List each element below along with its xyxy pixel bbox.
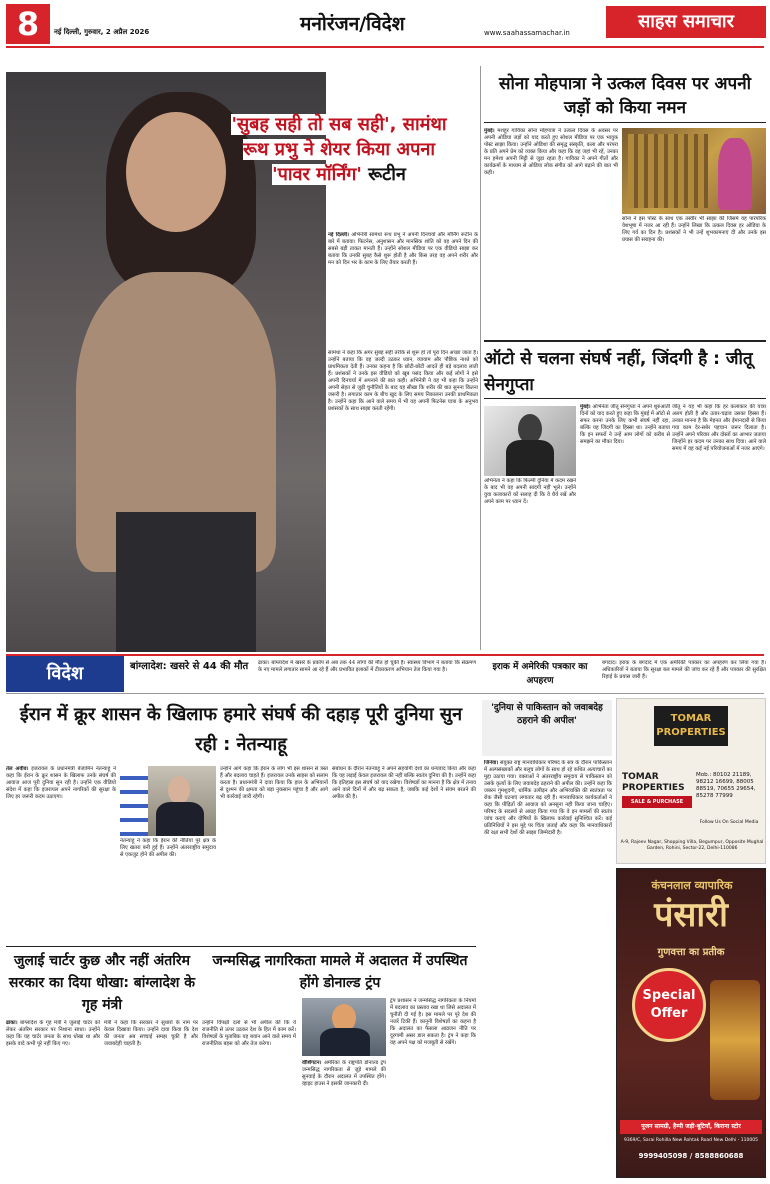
sona-paragraph-2: सोना ने इस पोस्ट के साथ एक तस्वीर भी साझा की जिसमें वह पारंपरिक वेशभूषा में नजर आ रही हैं। उन्होंने लिखा कि उत्कल दिवस हर ओडिया के लिए गर्व का दिन है। प्रशंसकों ने भी उन्हें शुभकामनाएं दीं और उनके इस प्रयास की सराहना की। xyxy=(622,216,766,243)
trump-paragraph-1: अमेरिका के राष्ट्रपति डोनाल्ड ट्रंप जन्मसिद्ध नागरिकता से जुड़े मामले की सुनवाई के दौरान अदालत में उपस्थित होंगे। व्हाइट हाउस ने इसकी जानकारी दी। xyxy=(302,1060,386,1087)
netanyahu-photo xyxy=(120,766,216,836)
july-col-1 xyxy=(6,1020,100,1178)
sona-text-1 xyxy=(484,128,618,338)
tomar-follow: Follow Us On Social Media xyxy=(699,820,759,825)
newspaper-brand: साहस समाचार xyxy=(606,6,766,38)
jeetu-text-1 xyxy=(580,404,670,564)
tomar-name: TOMAR PROPERTIES xyxy=(622,772,685,793)
lead-dateline: नई दिल्ली। xyxy=(328,232,350,238)
trump-col-2: ट्रंप प्रशासन ने जन्मसिद्ध नागरिकता के नियमों में बदलाव का प्रस्ताव रखा था जिसे अदालत में चुनौती दी गई है। इस मामले पर पूरे देश की नजरें टिकी हैं। कानूनी विशेषज्ञों का कहना है कि अदालत का फैसला आव्रजन नीति पर दूरगामी असर डाल सकता है। ट्रंप ने कहा कि वह अपने पक्ष को मजबूती से रखेंगे। xyxy=(390,998,476,1046)
lead-paragraph-2: सामंथा ने कहा कि अगर सुबह सही तरीके से शुरू हो तो पूरा दिन अच्छा जाता है। उन्होंने बताया कि वह जल्दी उठकर ध्यान, व्यायाम और पौष्टिक नाश्ते को प्राथमिकता देती हैं। उनका कहना है कि छोटी-छोटी आदतें ही बड़े बदलाव लाती हैं। प्रशंसकों ने उनके इस वीडियो को खूब पसंद किया और कई लोगों ने इसे अपनी दिनचर्या में अपनाने की बात कही। अभिनेत्री ने यह भी कहा कि उन्होंने अपनी सेहत से जुड़ी चुनौतियों के बाद यह सीखा कि शरीर की बात सुनना कितना जरूरी है। लगातार काम के बीच खुद के लिए समय निकालना उनकी प्राथमिकता है। उन्होंने कहा कि आने वाले समय में भी वह अपनी फिटनेस यात्रा के अनुभव प्रशंसकों के साथ साझा करती रहेंगी। xyxy=(328,350,478,412)
sona-photo xyxy=(622,128,766,214)
july-col-3: उन्होंने विपक्षी दलों से भी अपील की कि वे राजनीति से ऊपर उठकर देश के हित में काम करें। विशेषज्ञों के मुताबिक यह बयान आने वाले समय में राजनीतिक बहस को और तेज करेगा। xyxy=(202,1020,296,1047)
iran-paragraph-1: इजरायल के प्रधानमंत्री बेंजामिन नेतन्याहू ने कहा कि ईरान के क्रूर शासन के खिलाफ उनके संघर्ष की आवाज आज पूरी दुनिया सुन रही है। उन्होंने एक वीडियो संदेश में कहा कि इजरायल अपने नागरिकों की सुरक्षा के लिए हर जरूरी कदम उठाएगा। xyxy=(6,766,116,800)
july-charter-headline: जुलाई चार्टर कुछ और नहीं अंतरिम सरकार का दिया धोखा: बांग्लादेश के गृह मंत्री xyxy=(8,953,196,1013)
jeetu-paragraph-3: जीतू ने यह भी कहा कि हर कलाकार की यात्रा अलग होती है और उतार-चढ़ाव उसका हिस्सा हैं। उनका मानना है कि मेहनत और ईमानदारी से किया गया काम देर-सबेर पहचान जरूर दिलाता है। उन्होंने अपने परिवार और दोस्तों का आभार जताया जिन्होंने हर कदम पर उनका साथ दिया। आने वाले समय में वह कई नई परियोजनाओं में नजर आएंगे। xyxy=(672,404,766,452)
iran-col-3: उन्होंने आगे कहा कि ईरान के लोग भी इस शासन से त्रस्त हैं और बदलाव चाहते हैं। इजरायल उनके साहस को सलाम करता है। प्रधानमंत्री ने दावा किया कि हाल के अभियानों से दुश्मन की क्षमता को बड़ा नुकसान पहुंचा है और आगे भी कार्रवाई जारी रहेगी। xyxy=(220,766,328,800)
iraq-headline: इराक में अमेरिकी पत्रकार का अपहरण xyxy=(492,662,588,686)
jeetu-paragraph-1: अभिनेता जीतू सेनगुप्ता ने अपने शुरुआती दिनों को याद करते हुए कहा कि मुंबई में ऑटो से सफर करना उनके लिए कभी संघर्ष नहीं रहा, बल्कि यह जिंदगी का हिस्सा था। उन्होंने बताया कि इन सफरों ने उन्हें आम लोगों को करीब से समझने का मौका दिया। xyxy=(580,404,670,445)
section-title: मनोरंजन/विदेश xyxy=(300,13,405,35)
sona-headline: सोना मोहपात्रा ने उत्कल दिवस पर अपनी जड़ों को किया नमन xyxy=(498,74,752,118)
pasari-prefix: कंचनलाल व्यापारिक xyxy=(651,879,733,892)
tomar-phones: Mob.: 80102 21189, 98212 16699, 88005 88519, 70655 29654, 85278 77999 xyxy=(696,772,756,799)
tomar-logo: TOMAR PROPERTIES xyxy=(654,706,728,746)
pasari-phone: 9999405098 / 8588860688 xyxy=(638,1152,744,1160)
sona-paragraph-1: मशहूर गायिका सोना मोहपात्रा ने उत्कल दिवस के अवसर पर अपनी ओडिया जड़ों को याद करते हुए सोशल मीडिया पर एक भावुक पोस्ट साझा किया। उन्होंने ओडिशा की समृद्ध संस्कृति, कला और परंपरा के प्रति अपने प्रेम को व्यक्त किया और कहा कि वह जहां भी रहें, उनका मन हमेशा अपनी मिट्टी से जुड़ा रहता है। गायिका ने अपने गीतों और कार्यक्रमों के माध्यम से ओडिया लोक संगीत को आगे बढ़ाने की बात भी कही। xyxy=(484,128,618,176)
jeetu-headline-main: ऑटो से चलना संघर्ष नहीं, जिंदगी है : xyxy=(484,349,720,369)
story-divider xyxy=(484,340,766,342)
trump-headline: जन्मसिद्ध नागरिकता मामले में अदालत में उपस्थित होंगे डोनाल्ड ट्रंप xyxy=(212,953,468,991)
iran-col-1 xyxy=(6,766,116,946)
pakistan-paragraph: संयुक्त राष्ट्र मानवाधिकार परिषद के सत्र के दौरान पाकिस्तान में अल्पसंख्यकों और बलूच लोगों के साथ हो रहे कथित अत्याचारों का मुद्दा उठाया गया। वक्ताओं ने अंतरराष्ट्रीय समुदाय से पाकिस्तान को उसके कृत्यों के लिए जवाबदेह ठहराने की अपील की। उन्होंने कहा कि जबरन गुमशुदगी, धार्मिक उत्पीड़न और अभिव्यक्ति की स्वतंत्रता पर रोक जैसी घटनाएं लगातार बढ़ रही हैं। मानवाधिकार कार्यकर्ताओं ने कहा कि पीड़ितों की आवाज को अनसुना नहीं किया जाना चाहिए। परिषद के सदस्यों से आग्रह किया गया कि वे इन मामलों की स्वतंत्र जांच कराएं और दोषियों के खिलाफ कार्रवाई सुनिश्चित करें। कई प्रतिनिधियों ने इस मुद्दे पर चिंता जताई और कहा कि मानवाधिकारों की रक्षा सभी देशों की साझा जिम्मेदारी है। xyxy=(484,760,612,836)
videsh-label: विदेश xyxy=(6,656,124,692)
sona-dateline: मुंबई। xyxy=(484,128,495,134)
iran-dateline: तेल अवीव। xyxy=(6,766,29,772)
iran-col-2: नेतन्याहू ने कहा कि ईरान की नीतियां पूरे क्षेत्र के लिए खतरा बनी हुई हैं। उन्होंने अंतरराष्ट्रीय समुदाय से एकजुट होने की अपील की। xyxy=(120,838,216,858)
page-number: 8 xyxy=(6,4,50,44)
column-rule xyxy=(480,66,481,650)
july-paragraph-1: बांग्लादेश के गृह मंत्री ने जुलाई चार्टर को लेकर अंतरिम सरकार पर निशाना साधा। उन्होंने कहा कि यह चार्टर जनता के साथ धोखा था और इसके वादे कभी पूरे नहीं किए गए। xyxy=(6,1020,100,1047)
iraq-text: बगदाद। इराक के बगदाद में एक अमेरिकी पत्रकार का अपहरण कर लिया गया है। अधिकारियों ने बताया कि सुरक्षा बल मामले की जांच कर रहे हैं और पत्रकार की सुरक्षित रिहाई के प्रयास जारी हैं। xyxy=(602,660,766,680)
jeetu-dateline: मुंबई। xyxy=(580,404,591,410)
trump-col-1 xyxy=(302,1060,386,1178)
lead-paragraph-1: अभिनेत्री सामंथा रूथ प्रभु ने अपनी दिनचर्या और मॉर्निंग रूटीन के बारे में बताया। फिटनेस, अनुशासन और मानसिक शांति को वह अपने दिन की सबसे बड़ी ताकत मानती हैं। उन्होंने सोशल मीडिया पर एक वीडियो साझा कर बताया कि उनकी सुबह कैसे शुरू होती है और किस तरह वह अपने शरीर और मन को दिन भर के काम के लिए तैयार करती हैं। xyxy=(328,232,478,266)
iran-headline: ईरान में क्रूर शासन के खिलाफ हमारे संघर्ष की दहाड़ पूरी दुनिया सुन रही : नेतन्याहू xyxy=(19,704,463,755)
july-col-2: मंत्री ने कहा कि सरकार ने सुधारों के नाम पर केवल दिखावा किया। उन्होंने दावा किया कि देश की जनता अब सच्चाई समझ चुकी है और जवाबदेही चाहती है। xyxy=(104,1020,198,1047)
jeetu-photo xyxy=(484,406,576,476)
masthead-rule xyxy=(6,46,764,48)
sona-rule xyxy=(484,122,766,123)
tomar-address: A-9, Rajeev Nagar, Shopping Villa, Begumpur, Opposite Mughal Garden, Rohini, Sector-22, Delhi-110086 xyxy=(620,840,764,851)
issue-date: नई दिल्ली, गुरुवार, 2 अप्रैल 2026 xyxy=(54,28,150,36)
jeetu-paragraph-2: अभिनेता ने कहा कि फिल्मी दुनिया में कदम रखने के बाद भी वह अपनी सादगी नहीं भूले। उन्होंने युवा कलाकारों को सलाह दी कि वे धैर्य रखें और अपने काम पर ध्यान दें। xyxy=(484,478,576,505)
pakistan-dateline: जिनेवा। xyxy=(484,760,499,766)
pasari-store-line: पूजन सामग्री, हैम्पी जड़ी-बूटियाँ, किराना स्टोर xyxy=(620,1120,762,1134)
pakistan-text xyxy=(484,760,612,1170)
lead-headline-main: 'सुबह सही तो सब सही', सामंथा रूथ प्रभु ने शेयर किया अपना 'पावर मॉर्निंग' xyxy=(231,114,447,185)
lead-headline xyxy=(226,112,452,187)
trump-dateline: वॉशिंगटन। xyxy=(302,1060,322,1066)
pasari-address: 9369/C, Sarai Rohilla New Rohtak Road New Delhi - 110005 xyxy=(624,1138,758,1143)
pasari-product-image xyxy=(710,980,760,1100)
pakistan-headline: 'दुनिया से पाकिस्तान को जवाबदेह ठहराने की अपील' xyxy=(491,703,603,726)
jeetu-rule xyxy=(484,398,766,399)
tomar-subtitle: SALE & PURCHASE xyxy=(622,796,692,808)
pasari-tagline: गुणवत्ता का प्रतीक xyxy=(657,947,725,958)
jeetu-headline-name: जीतू सेनगुप्ता xyxy=(484,349,753,395)
bd-measles-headline: बांग्लादेश: खसरे से 44 की मौत xyxy=(130,661,249,672)
bd-measles-text: ढाका। बांग्लादेश में खसरे के प्रकोप से अब तक 44 लोगों की मौत हो चुकी है। स्वास्थ्य विभाग ने बताया कि संक्रमण के नए मामले लगातार सामने आ रहे हैं और प्रभावित इलाकों में टीकाकरण अभियान तेज किया गया है। xyxy=(258,660,476,673)
lead-headline-tail: रूटीन xyxy=(368,164,406,185)
jeetu-headline xyxy=(484,346,766,398)
trump-photo xyxy=(302,998,386,1056)
lower-divider xyxy=(6,946,476,947)
july-dateline: ढाका। xyxy=(6,1020,18,1026)
special-offer-badge: Special Offer xyxy=(632,968,706,1042)
iran-col-4: संबोधन के दौरान नेतन्याहू ने अपने सहयोगी देशों का धन्यवाद किया और कहा कि यह लड़ाई केवल इजरायल की नहीं बल्कि स्वतंत्र दुनिया की है। उन्होंने कहा कि इतिहास इस संघर्ष को याद रखेगा। विशेषज्ञों का मानना है कि क्षेत्र में तनाव आने वाले दिनों में और बढ़ सकता है, जबकि कई देशों ने संयम बरतने की अपील की है। xyxy=(332,766,476,800)
pasari-name: पंसारी xyxy=(654,895,728,935)
website-link[interactable]: www.saahassamachar.in xyxy=(484,29,570,37)
